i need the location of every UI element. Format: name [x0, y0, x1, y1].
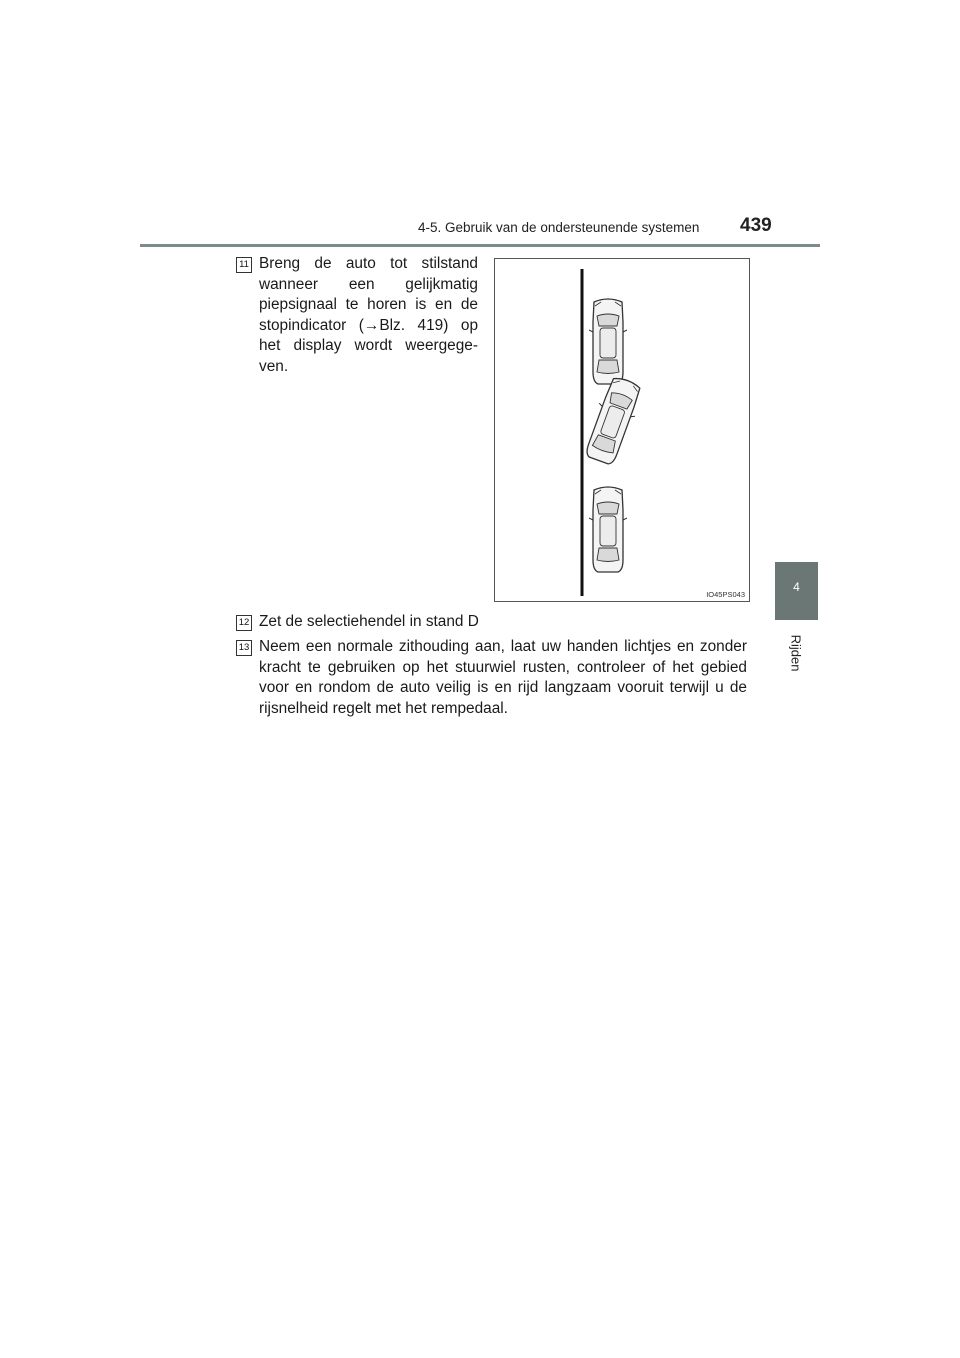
figure-code: IO45PS043: [706, 590, 745, 599]
parking-diagram: [495, 259, 751, 603]
parked-car-rear: [589, 487, 627, 572]
page-number: 439: [740, 215, 772, 236]
step-number-11: 11: [236, 257, 252, 273]
step-11-text: Breng de auto tot stilstand wanneer een gelijkmatig piepsignaal te horen is en de stopindicator (→Blz. 419) op het display wordt weergege-ven.: [259, 255, 478, 375]
parked-car-front: [589, 299, 627, 384]
parking-illustration: [494, 258, 750, 602]
header-divider: [140, 244, 820, 247]
step-13-text: Neem een normale zithouding aan, laat uw handen lichtjes en zonder kracht te gebruiken op het stuurwiel rusten, controleer of het gebied voor en rondom de auto veilig is en rijd langzaam vooruit terwijl u de rijsnelheid regelt met het rempedaal.: [259, 638, 747, 717]
chapter-number: 4: [793, 580, 800, 594]
chapter-tab: [775, 562, 818, 620]
step-number-12: 12: [236, 615, 252, 631]
section-title: 4-5. Gebruik van de ondersteunende systemen: [418, 220, 700, 235]
step-number-13: 13: [236, 640, 252, 656]
chapter-label: Rijden: [788, 634, 804, 672]
parking-car: [581, 374, 646, 467]
step-12-text: Zet de selectiehendel in stand D: [259, 613, 479, 630]
